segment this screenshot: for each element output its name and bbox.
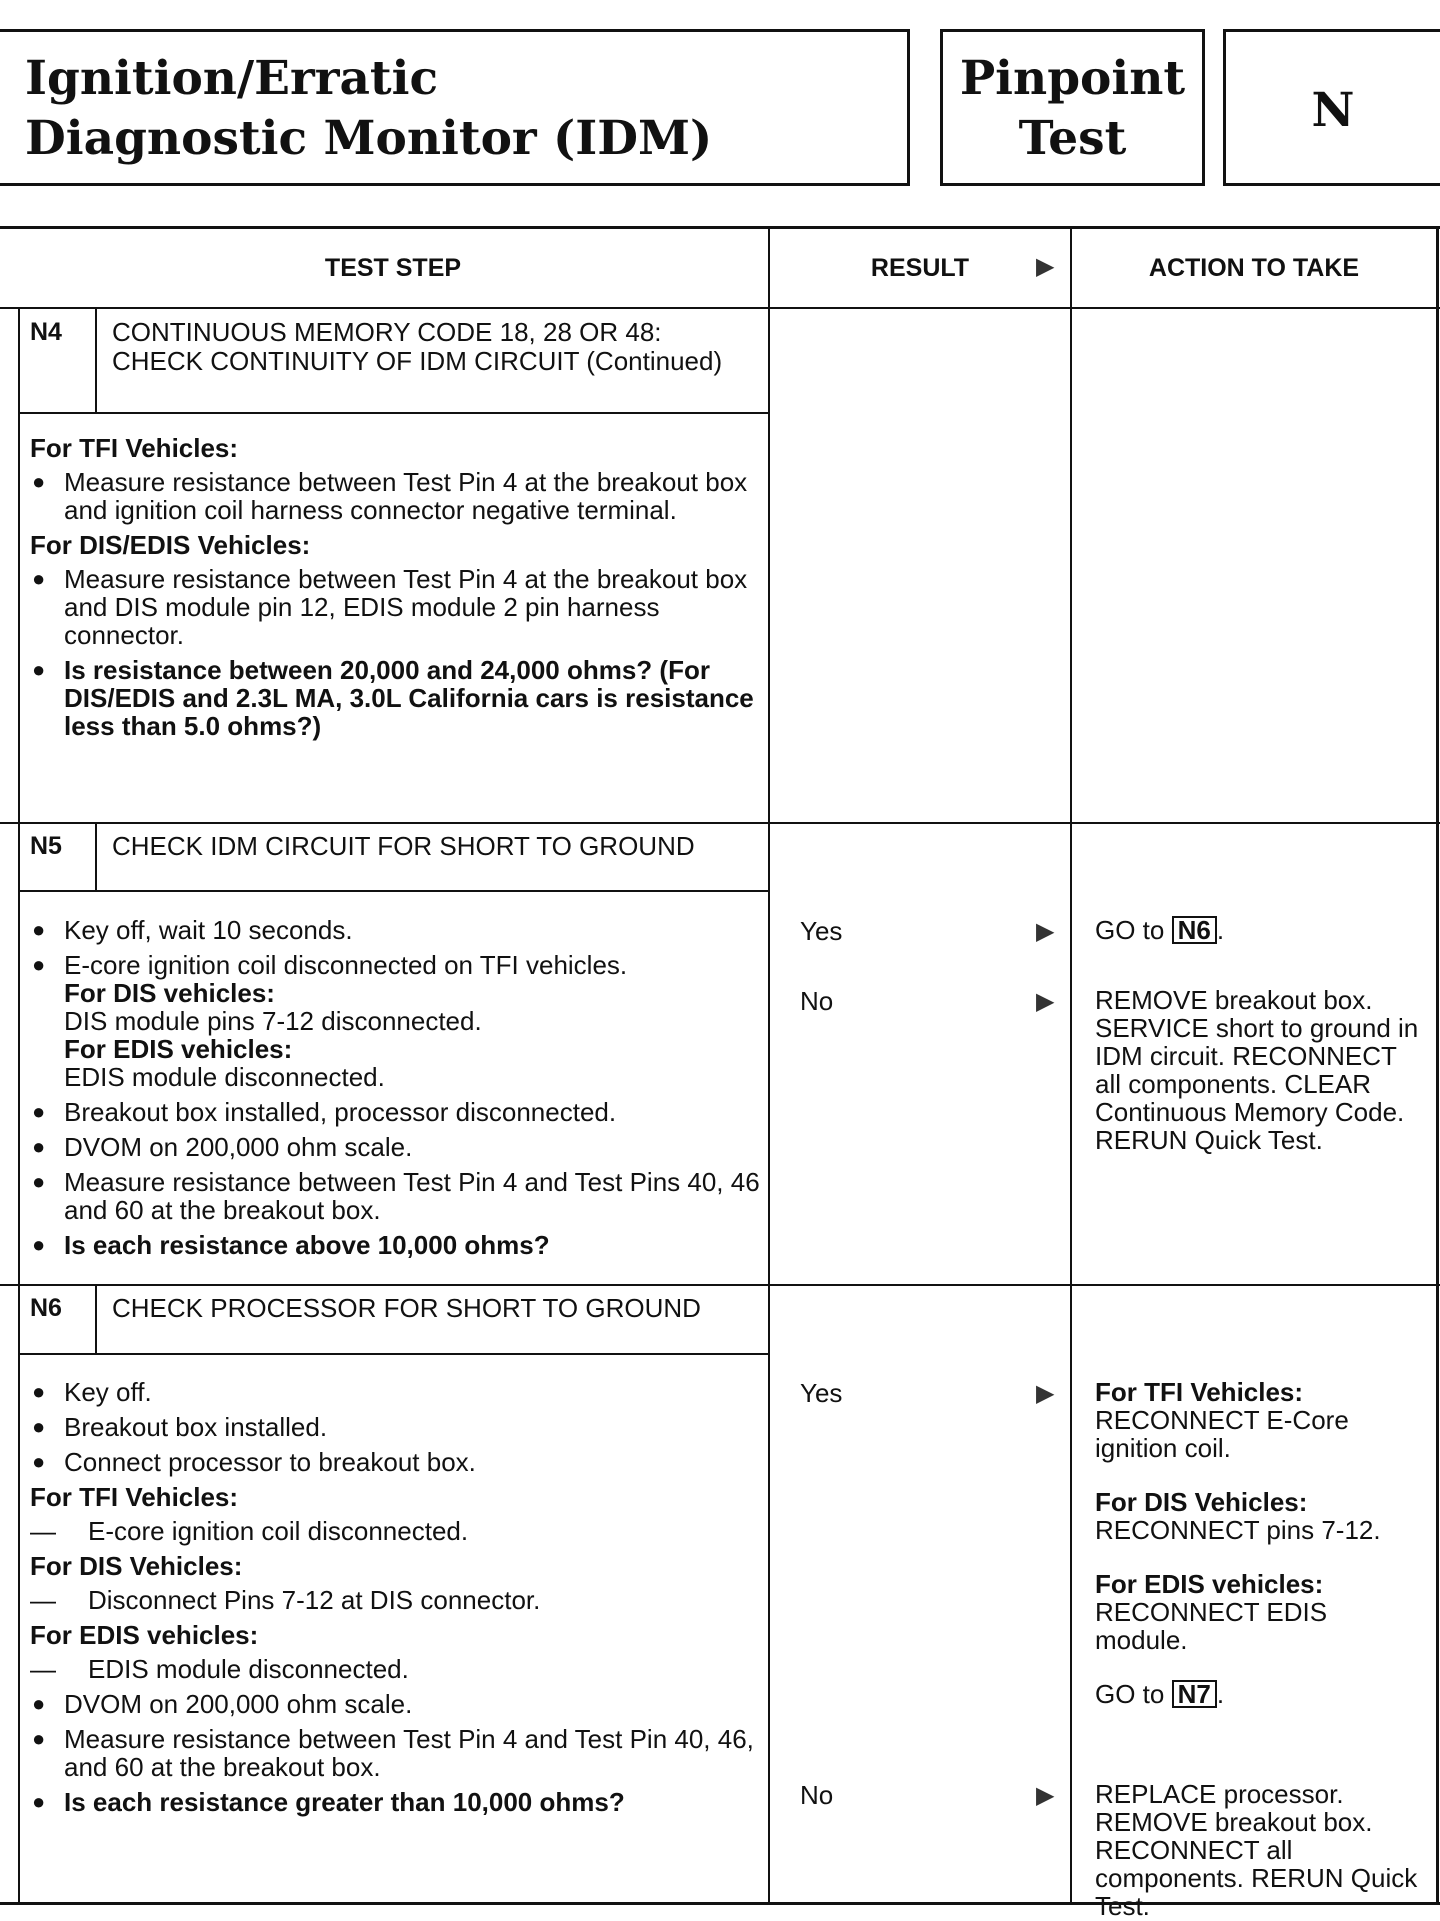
n6-result-no: No [800, 1780, 834, 1810]
n6-action-yes: For TFI Vehicles: RECONNECT E-Core ignition coil. For DIS Vehicles: RECONNECT pins 7-12. For EDIS vehicles: RECONNECT EDIS module. GO to N7 . [1095, 1377, 1381, 1709]
step-title-n4: CONTINUOUS MEMORY CODE 18, 28 OR 48: CHECK CONTINUITY OF IDM CIRCUIT (Continued) [112, 317, 723, 376]
step-title-n5: CHECK IDM CIRCUIT FOR SHORT TO GROUND [112, 831, 695, 861]
list-item: ● E-core ignition coil disconnected on TFI vehicles. For DIS vehicles: DIS module pins 7-12 disconnected. For EDIS vehicles: EDIS module disconnected. [32, 950, 628, 1092]
bullet-icon: ● [32, 1414, 46, 1439]
n6-result-yes: Yes [800, 1378, 843, 1408]
arrow-icon: ▶ [1036, 1380, 1055, 1407]
arrow-icon: ▶ [1036, 988, 1055, 1015]
list-item: ● Breakout box installed, processor disconnected. [32, 1097, 617, 1127]
bullet-icon: ● [32, 1449, 46, 1474]
header-arrow-icon: ▶ [1036, 253, 1055, 280]
title-line-1: Ignition/Erratic [25, 51, 439, 106]
step-id-n6: N6 [30, 1294, 62, 1322]
n4-question: ● Is resistance between 20,000 and 24,000 ohms? (For DIS/EDIS and 2.3L MA, 3.0L California cars is resistance less than 5.0 ohms?) [32, 655, 754, 741]
bullet-icon: ● [32, 1134, 46, 1159]
bullet-icon: ● [32, 1726, 46, 1751]
list-item: ● Measure resistance between Test Pin 4 and Test Pin 40, 46, and 60 at the breakout box. [32, 1724, 754, 1782]
list-item: ● Breakout box installed. [32, 1412, 328, 1442]
step-body-n5 [30, 916, 760, 1266]
n5-result-no: No [800, 986, 834, 1016]
bullet-icon: ● [32, 469, 46, 494]
n6-action-no: REPLACE processor. REMOVE breakout box. RECONNECT all components. RERUN Quick Test. [1095, 1779, 1418, 1921]
list-item: ● Connect processor to breakout box. [32, 1447, 476, 1477]
step-ref-n6[interactable]: N6 [1172, 916, 1217, 944]
list-item: ● Key off, wait 10 seconds. [32, 915, 353, 945]
dash-icon: — [30, 1654, 56, 1684]
test-label: Test [1018, 111, 1127, 166]
list-item: — Disconnect Pins 7-12 at DIS connector. [30, 1585, 541, 1615]
step-title-n6: CHECK PROCESSOR FOR SHORT TO GROUND [112, 1293, 701, 1323]
list-item: — E-core ignition coil disconnected. [30, 1516, 469, 1546]
list-item: ● DVOM on 200,000 ohm scale. [32, 1132, 413, 1162]
bullet-icon: ● [32, 1099, 46, 1124]
column-header-action: ACTION TO TAKE [1148, 254, 1360, 282]
bullet-icon: ● [32, 1232, 46, 1257]
arrow-icon: ▶ [1036, 1782, 1055, 1809]
n4-dis-heading: For DIS/EDIS Vehicles: [30, 530, 311, 560]
n6-dis-heading: For DIS Vehicles: [30, 1551, 243, 1581]
title-line-2: Diagnostic Monitor (IDM) [25, 111, 713, 166]
bullet-icon: ● [32, 657, 46, 682]
pinpoint-label: Pinpoint [959, 51, 1186, 106]
bullet-icon: ● [32, 566, 46, 591]
column-header-result: RESULT [870, 254, 970, 282]
step-id-n5: N5 [30, 832, 62, 860]
n5-action-no: REMOVE breakout box. SERVICE short to ground in IDM circuit. RECONNECT all components. CLEAR Continuous Memory Code. RERUN Quick Test. [1095, 985, 1419, 1155]
list-item: ● Measure resistance between Test Pin 4 at the breakout box and DIS module pin 12, EDIS module 2 pin harness connector. [32, 564, 748, 650]
n6-question: ● Is each resistance greater than 10,000 ohms? [32, 1787, 625, 1817]
n5-action-yes: GO to N6 . [1095, 915, 1225, 945]
bullet-icon: ● [32, 1379, 46, 1404]
step-body-n4 [30, 434, 760, 747]
bullet-icon: ● [32, 1169, 46, 1194]
step-ref-n7[interactable]: N7 [1172, 1680, 1217, 1708]
arrow-icon: ▶ [1036, 918, 1055, 945]
list-item: ● Key off. [32, 1377, 152, 1407]
n4-tfi-heading: For TFI Vehicles: [30, 433, 239, 463]
n6-edis-heading: For EDIS vehicles: [30, 1620, 259, 1650]
pinpoint-test-box [940, 29, 1205, 186]
column-header-test-step: TEST STEP [324, 254, 462, 282]
n5-question: ● Is each resistance above 10,000 ohms? [32, 1230, 550, 1260]
n6-tfi-heading: For TFI Vehicles: [30, 1482, 239, 1512]
dash-icon: — [30, 1516, 56, 1546]
bullet-icon: ● [32, 1691, 46, 1716]
list-item: ● DVOM on 200,000 ohm scale. [32, 1689, 413, 1719]
n5-result-yes: Yes [800, 916, 843, 946]
list-item: ● Measure resistance between Test Pin 4 and Test Pins 40, 46 and 60 at the breakout box. [32, 1167, 760, 1225]
list-item: ● Measure resistance between Test Pin 4 at the breakout box and ignition coil harness connector negative terminal. [32, 467, 748, 525]
bullet-icon: ● [32, 917, 46, 942]
bullet-icon: ● [32, 952, 46, 977]
page-title [0, 29, 910, 186]
dash-icon: — [30, 1585, 56, 1615]
test-letter: N [1223, 29, 1440, 186]
step-body-n6 [30, 1378, 760, 1823]
list-item: — EDIS module disconnected. [30, 1654, 409, 1684]
step-id-n4: N4 [30, 318, 62, 346]
bullet-icon: ● [32, 1789, 46, 1814]
